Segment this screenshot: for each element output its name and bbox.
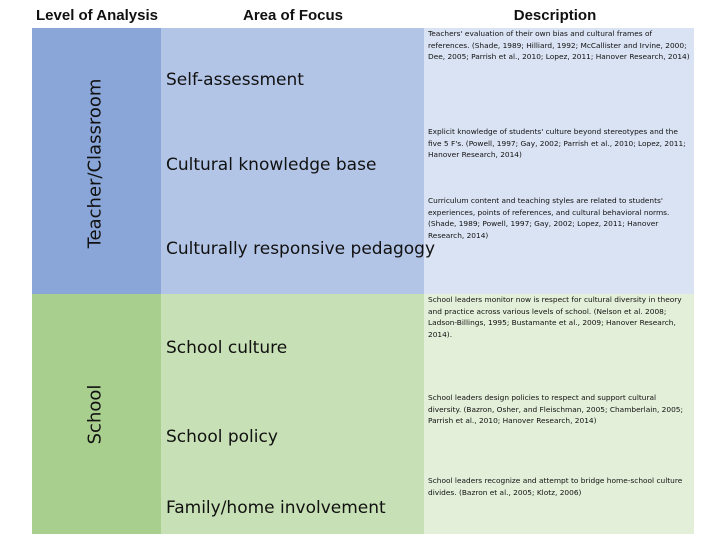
focus-culturally-responsive-pedagogy: Culturally responsive pedagogy <box>166 239 436 259</box>
focus-family-home-involvement: Family/home involvement <box>166 498 386 518</box>
description-cultural-knowledge-base: Explicit knowledge of students' culture beyond stereotypes and the five 5 F's. (Powell, 1997; Gay, 2002; Parrish et al., 2010; Lopez, 2011; Hanover Research, 2014) <box>428 127 686 160</box>
description-school-culture: School leaders monitor now is respect for cultural diversity in theory and practice across various levels of school. (Nelson et al. 2008; Ladson-Billings, 1995; Bustamante et al., 2009; Hanover Research, 2014). <box>428 295 682 339</box>
school-level-label: School <box>84 384 106 444</box>
teacher-classroom-level-label: Teacher/Classroom <box>84 78 106 248</box>
header-area-of-focus: Area of Focus <box>242 6 344 24</box>
header-level-of-analysis: Level of Analysis <box>36 6 158 24</box>
teacher-description-band <box>424 28 694 294</box>
description-school-policy: School leaders design policies to respect and support cultural diversity. (Bazron, Osher, and Fleischman, 2005; Chamberlain, 2005; Parrish et al., 2010; Hanover Research, 2014) <box>428 393 683 426</box>
school-section <box>0 294 720 534</box>
header-description: Description <box>513 6 597 24</box>
focus-self-assessment: Self-assessment <box>166 70 304 90</box>
focus-school-policy: School policy <box>166 427 278 447</box>
description-family-home-involvement: School leaders recognize and attempt to bridge home-school culture divides. (Bazron et al., 2005; Klotz, 2006) <box>428 476 683 497</box>
teacher-classroom-section <box>0 28 720 294</box>
focus-cultural-knowledge-base: Cultural knowledge base <box>166 155 377 175</box>
description-culturally-responsive-pedagogy: Curriculum content and teaching styles are related to students' experiences, points of references, and cultural behavioral norms. (Shade, 1989; Powell, 1997; Gay, 2002; Lopez, 2011; Hanover Research, 2014) <box>428 196 670 240</box>
focus-school-culture: School culture <box>166 338 288 358</box>
description-self-assessment: Teachers' evaluation of their own bias and cultural frames of references. (Shade, 1989; Hilliard, 1992; McCallister and Irvine, 2000; Dee, 2005; Parrish et al., 2010; Lopez, 2011; Hanover Research, 2014) <box>428 29 690 62</box>
